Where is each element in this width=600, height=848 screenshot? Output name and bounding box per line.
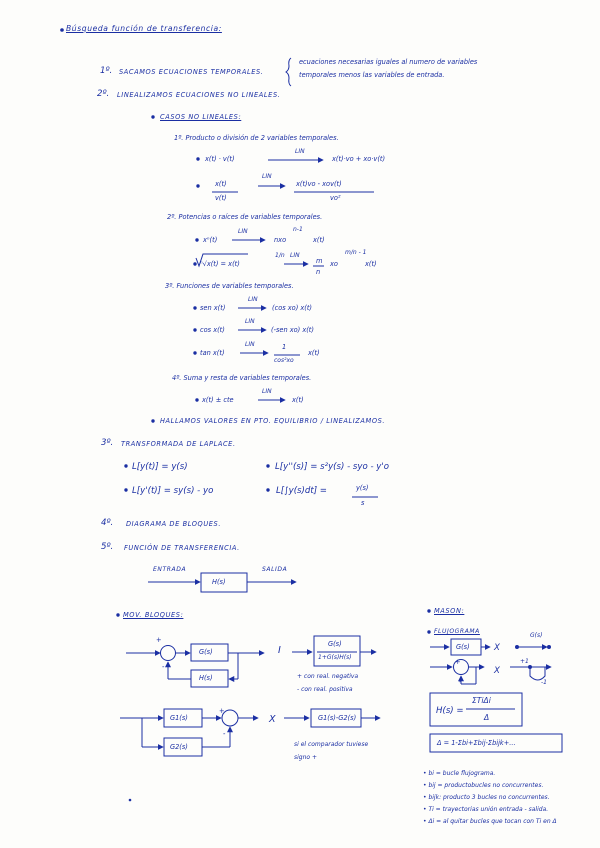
equivalence-mark: X	[494, 643, 500, 653]
bullet	[196, 399, 198, 401]
flowgraph-g-out: G(s)	[530, 632, 543, 639]
g2-block	[164, 738, 202, 756]
mason-def-bijk: • bijk: producto 3 bucles no concurrentes.	[423, 794, 550, 801]
case-2-eq1-tail: x(t)	[313, 236, 325, 244]
case-2-eq2-tail: x(t)	[365, 260, 377, 268]
plus-sign: +	[219, 707, 225, 715]
case-3-eq1-right: (cos xo) x(t)	[272, 304, 313, 312]
equivalence-mark: X	[494, 666, 500, 676]
flowgraph-g-label: G(s)	[456, 643, 470, 651]
step-2-label: LINEALIZAMOS ECUACIONES NO LINEALES.	[117, 91, 281, 99]
plus-sign: +	[156, 636, 162, 644]
case-1-eq2-right-num: x(t)vo - xov(t)	[296, 180, 342, 188]
case-2-eq2-exponent: 1/n	[275, 252, 285, 259]
mason-def-bij: • bij = productobucles no concurrentes.	[423, 782, 544, 789]
step-5-label: FUNCIÓN DE TRANSFERENCIA.	[124, 544, 240, 552]
case-1-eq1-left: x(t) · v(t)	[205, 155, 235, 163]
g-block	[191, 644, 228, 661]
flowgraph-plus-one: +1	[520, 658, 529, 665]
lin-label: LIN	[245, 341, 255, 348]
feedback-result-num: G(s)	[328, 640, 342, 648]
case-1-eq2-den: v(t)	[215, 194, 227, 202]
bullet	[194, 307, 196, 309]
case-2-title: 2º. Potencias o raíces de variables temporales.	[167, 213, 323, 221]
bullet	[194, 263, 196, 265]
step-1-number: 1º.	[100, 66, 113, 76]
flowgraph-title: FLUJOGRAMA	[434, 628, 480, 635]
case-4-eq1-right: x(t)	[292, 396, 304, 404]
laplace-eq3: L[y'(t)] = sy(s) - yo	[132, 486, 214, 496]
root-sign	[196, 254, 248, 266]
step-1-note-line1: ecuaciones necesarias iguales al numero de variables	[299, 58, 478, 66]
case-3-eq2-left: cos x(t)	[200, 326, 225, 334]
bullet	[194, 329, 196, 331]
mason-def-ti: • Ti = trayectorias unión entrada - salida.	[423, 806, 549, 813]
case-2-eq1-left: xⁿ(t)	[203, 236, 218, 244]
step-3-label: TRANSFORMADA DE LAPLACE.	[121, 440, 236, 448]
flowgraph-minus-one: -1	[541, 679, 547, 686]
bullet	[428, 631, 430, 633]
case-1-eq2-num: x(t)	[215, 180, 227, 188]
bullet	[194, 352, 196, 354]
laplace-eq1: L[y(t)] = y(s)	[132, 462, 188, 472]
feedback-g-label: G(s)	[199, 648, 213, 656]
case-1-eq2-right-den: vo²	[330, 194, 341, 202]
minus-sign: -	[162, 663, 165, 671]
case-2-eq1-right: nxo	[274, 236, 287, 244]
step-4-label: DIAGRAMA DE BLOQUES.	[126, 520, 222, 528]
case-2-eq2-xo: xo	[330, 260, 338, 268]
lin-label: LIN	[248, 296, 258, 303]
mason-delta-formula: Δ = 1-Σbi+Σbij-Σbijk+...	[437, 739, 516, 747]
case-3-eq3-left: tan x(t)	[200, 349, 225, 357]
step-3-number: 3º.	[101, 438, 114, 448]
summing-junction	[222, 710, 238, 726]
mason-formula-den: Δ	[484, 713, 490, 722]
bullet	[117, 614, 119, 616]
minus-sign: -	[459, 678, 462, 686]
parallel-g2-label: G2(s)	[170, 743, 188, 751]
bullet	[267, 465, 269, 467]
nonlinear-cases-title: CASOS NO LINEALES:	[160, 113, 242, 121]
case-3-title: 3º. Funciones de variables temporales.	[165, 282, 294, 290]
bullet	[125, 465, 127, 467]
case-3-eq3-den: cos²xo	[274, 357, 294, 364]
g1-block	[164, 709, 202, 727]
feedback-note-positive: - con real. positiva	[297, 686, 353, 693]
salida-label: SALIDA	[262, 566, 288, 573]
parallel-g1-label: G1(s)	[170, 714, 188, 722]
block-moves-title: MOV. BLOQUES:	[123, 611, 184, 619]
bullet	[61, 29, 64, 32]
mason-def-bi: • bi = bucle flujograma.	[423, 770, 496, 777]
plus-sign: +	[455, 658, 461, 666]
bullet	[197, 158, 199, 160]
case-4-eq1-left: x(t) ± cte	[202, 396, 234, 404]
case-2-eq2-right-num: m	[316, 257, 323, 265]
transfer-block-label: H(s)	[212, 578, 226, 586]
h-block	[191, 670, 228, 687]
feedback-result-block	[314, 636, 360, 666]
laplace-eq4-num: y(s)	[356, 484, 369, 492]
feedback-h-label: H(s)	[199, 674, 213, 682]
bullet	[428, 610, 430, 612]
case-2-eq2-xo-exponent: m/n - 1	[345, 249, 367, 256]
bullet	[197, 185, 199, 187]
lin-label: LIN	[245, 318, 255, 325]
case-3-eq1-left: sen x(t)	[200, 304, 226, 312]
case-2-eq1-exponent: n-1	[293, 226, 303, 233]
laplace-eq2: L[y''(s)] = s²y(s) - syo - y'o	[275, 462, 389, 472]
comparator-note-line1: si el comparador tuviese	[294, 741, 369, 748]
lin-label: LIN	[290, 252, 300, 259]
minus-sign: -	[223, 730, 226, 738]
case-3-eq3-num: 1	[282, 343, 287, 351]
equivalence-mark: I	[278, 645, 281, 656]
parallel-result-block	[311, 709, 361, 727]
lin-label: LIN	[262, 388, 272, 395]
bullet	[267, 489, 269, 491]
lin-label: LIN	[295, 148, 305, 155]
transfer-block	[201, 573, 247, 592]
feedback-result-den: 1+G(s)H(s)	[318, 654, 352, 661]
mason-delta-box	[430, 734, 562, 752]
case-3-eq2-right: (-sen xo) x(t)	[271, 326, 314, 334]
step-5-number: 5º.	[101, 542, 114, 552]
mason-formula-num: ΣTiΔi	[472, 696, 491, 705]
case-2-eq2-right-den: n	[316, 268, 321, 276]
lin-label: LIN	[262, 173, 272, 180]
comparator-note-line2: signo +	[294, 754, 318, 761]
parallel-result: G1(s)-G2(s)	[318, 714, 357, 722]
page-title: Búsqueda función de transferencia:	[66, 24, 222, 33]
laplace-eq4-den: s	[361, 499, 365, 507]
mason-formula-lhs: H(s) =	[436, 706, 464, 716]
stray-dot	[129, 799, 131, 801]
bullet	[152, 116, 154, 118]
lin-label: LIN	[238, 228, 248, 235]
mason-title: MASON:	[434, 607, 465, 615]
equivalence-mark: X	[269, 714, 276, 725]
equilibrium-note: HALLAMOS VALORES EN PTO. EQUILIBRIO / LINEALIZAMOS.	[160, 417, 386, 425]
bullet	[196, 239, 198, 241]
case-1-title: 1º. Producto o división de 2 variables temporales.	[174, 134, 339, 142]
feedback-note-negative: + con real. negativa	[297, 673, 359, 680]
step-2-number: 2º.	[97, 89, 110, 99]
bullet	[125, 489, 127, 491]
entrada-label: ENTRADA	[153, 566, 187, 573]
case-2-eq2-left: ⁿ√x(t) = x(t)	[200, 260, 240, 268]
summing-junction	[161, 646, 176, 661]
case-3-eq3-tail: x(t)	[308, 349, 320, 357]
bullet	[152, 420, 154, 422]
laplace-eq4: L[∫y(s)dt] =	[276, 486, 327, 496]
step-1-note-line2: temporales menos las variables de entrada.	[299, 71, 445, 79]
brace	[286, 58, 291, 86]
case-4-title: 4º. Suma y resta de variables temporales.	[172, 374, 312, 382]
mason-def-delta-i: • Δi = al quitar bucles que tocan con Ti en Δ	[423, 818, 557, 825]
case-1-eq1-right: x(t)·vo + xo·v(t)	[332, 155, 386, 163]
step-4-number: 4º.	[101, 518, 114, 528]
step-1-label: SACAMOS ECUACIONES TEMPORALES.	[119, 68, 264, 76]
